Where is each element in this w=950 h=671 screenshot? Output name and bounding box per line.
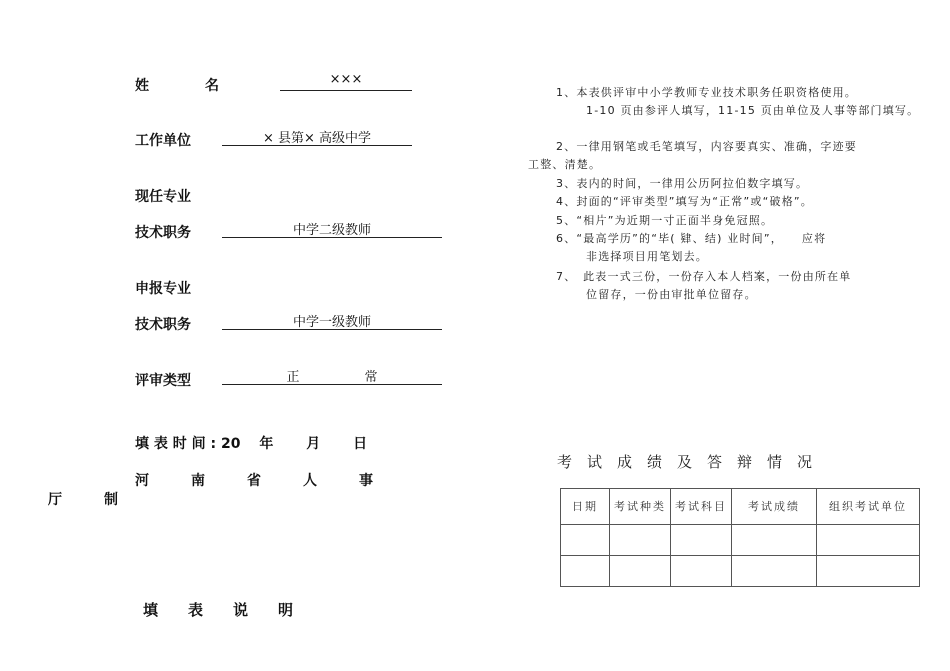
header-exam-type: 考试种类 bbox=[610, 489, 671, 525]
table-cell[interactable] bbox=[610, 556, 671, 587]
header-exam-organizer: 组织考试单位 bbox=[817, 489, 920, 525]
name-field[interactable]: ××× bbox=[280, 72, 412, 91]
table-cell[interactable] bbox=[732, 525, 817, 556]
instruction-num: 3 bbox=[556, 177, 565, 190]
instruction-num: 7 bbox=[556, 270, 565, 283]
current-title-label: 技术职务 bbox=[135, 225, 191, 241]
instruction-item bbox=[556, 193, 936, 211]
instruction-cont: 1-10 页由参评人填写，11-15 页由单位及人事等部门填写。 bbox=[586, 104, 920, 117]
table-cell[interactable] bbox=[732, 556, 817, 587]
instructions-title: 填 表 说 明 bbox=[143, 601, 294, 619]
table-header-row bbox=[561, 489, 920, 525]
apply-title-field[interactable]: 中学一级教师 bbox=[222, 311, 442, 330]
instruction-text: 、“相片”为近期一寸正面半身免冠照。 bbox=[564, 214, 774, 227]
instruction-item bbox=[556, 212, 936, 230]
table-cell[interactable] bbox=[817, 556, 920, 587]
review-type-field[interactable]: 正 常 bbox=[222, 366, 442, 385]
fill-time: 填 表 时 间 : 20 年 月 日 bbox=[135, 436, 368, 452]
table-cell[interactable] bbox=[671, 556, 732, 587]
instruction-num: 6 bbox=[556, 232, 565, 245]
header-exam-score: 考试成绩 bbox=[732, 489, 817, 525]
current-major-label: 现任专业 bbox=[135, 189, 191, 205]
name-label: 姓 名 bbox=[135, 78, 219, 94]
work-unit-field[interactable]: × 县第× 高级中学 bbox=[222, 127, 412, 146]
instruction-text: 、封面的“评审类型”填写为“正常”或“破格”。 bbox=[564, 195, 813, 208]
instruction-text: 、本表供评审中小学教师专业技术职务任职资格使用。 bbox=[564, 86, 858, 99]
instruction-item bbox=[556, 230, 936, 248]
review-type-label: 评审类型 bbox=[135, 373, 191, 389]
instruction-item bbox=[556, 175, 936, 193]
table-row bbox=[561, 525, 920, 556]
instruction-cont: 工整、清楚。 bbox=[528, 158, 602, 171]
table-cell[interactable] bbox=[561, 525, 610, 556]
instruction-cont: 位留存，一份由审批单位留存。 bbox=[586, 288, 757, 301]
table-cell[interactable] bbox=[561, 556, 610, 587]
table-cell[interactable] bbox=[610, 525, 671, 556]
header-exam-subject: 考试科目 bbox=[671, 489, 732, 525]
table-row bbox=[561, 556, 920, 587]
instruction-text: 、一律用钢笔或毛笔填写，内容要真实、准确，字迹要 bbox=[564, 140, 858, 153]
issuer-cont: 厅 制 bbox=[48, 492, 118, 508]
table-cell[interactable] bbox=[817, 525, 920, 556]
instruction-num: 1 bbox=[556, 86, 565, 99]
header-date: 日期 bbox=[561, 489, 610, 525]
instruction-text: 、 此表一式三份，一份存入本人档案，一份由所在单 bbox=[564, 270, 852, 283]
work-unit-label: 工作单位 bbox=[135, 133, 191, 149]
exam-section-title: 考 试 成 绩 及 答 辩 情 况 bbox=[557, 453, 813, 471]
apply-major-label: 申报专业 bbox=[135, 281, 191, 297]
table-cell[interactable] bbox=[671, 525, 732, 556]
instruction-text: 、表内的时间，一律用公历阿拉伯数字填写。 bbox=[564, 177, 809, 190]
instruction-cont: 非选择项目用笔划去。 bbox=[586, 250, 708, 263]
instruction-num: 5 bbox=[556, 214, 565, 227]
apply-title-label: 技术职务 bbox=[135, 317, 191, 333]
current-title-field[interactable]: 中学二级教师 bbox=[222, 219, 442, 238]
instruction-num: 4 bbox=[556, 195, 565, 208]
exam-table bbox=[560, 488, 920, 587]
instruction-item bbox=[556, 268, 936, 286]
instruction-item bbox=[556, 138, 936, 156]
instruction-item bbox=[556, 84, 936, 102]
instruction-num: 2 bbox=[556, 140, 565, 153]
issuer: 河 南 省 人 事 bbox=[135, 473, 373, 489]
instruction-text: 、“最高学历”的“毕( 肄、结) 业时间”， 应将 bbox=[564, 232, 827, 245]
